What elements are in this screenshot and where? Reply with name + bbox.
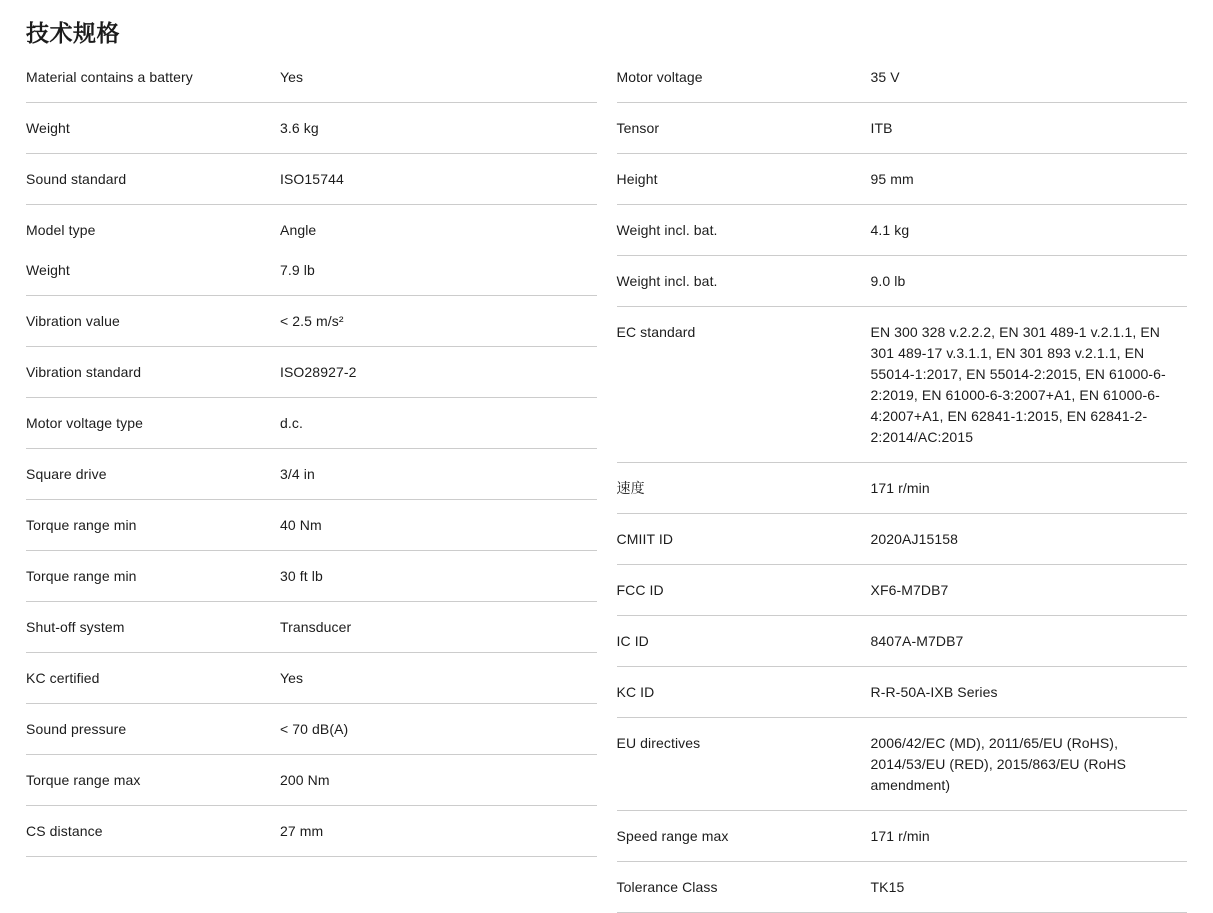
spec-group xyxy=(617,154,1188,205)
spec-value: 7.9 lb xyxy=(280,262,315,278)
spec-row xyxy=(617,220,1188,241)
spec-group xyxy=(26,296,597,347)
spec-label: Model type xyxy=(26,222,96,238)
spec-row xyxy=(617,733,1188,796)
page-title: 技术规格 xyxy=(26,20,120,46)
spec-value: 171 r/min xyxy=(870,480,930,496)
spec-row xyxy=(26,67,597,88)
spec-label: Square drive xyxy=(26,466,107,482)
spec-label: Height xyxy=(616,171,658,187)
spec-row xyxy=(26,617,597,638)
spec-value: Yes xyxy=(280,69,304,85)
spec-column-left xyxy=(26,52,597,857)
spec-row xyxy=(617,322,1188,448)
spec-group xyxy=(617,463,1188,514)
spec-value: 40 Nm xyxy=(280,517,322,533)
spec-label: CMIIT ID xyxy=(616,531,674,547)
spec-label: CS distance xyxy=(26,823,103,839)
spec-row xyxy=(617,580,1188,601)
spec-row xyxy=(26,169,597,190)
spec-value: R-R-50A-IXB Series xyxy=(870,684,998,700)
spec-group xyxy=(26,755,597,806)
spec-label: Vibration value xyxy=(26,313,120,329)
spec-group xyxy=(26,398,597,449)
spec-row xyxy=(617,631,1188,652)
spec-label: Motor voltage type xyxy=(26,415,143,431)
spec-group xyxy=(26,154,597,205)
spec-row xyxy=(617,877,1188,898)
spec-row xyxy=(26,719,597,740)
spec-label: Speed range max xyxy=(616,828,729,844)
spec-group xyxy=(26,500,597,551)
spec-value: 95 mm xyxy=(870,171,914,187)
spec-label: FCC ID xyxy=(616,582,664,598)
spec-value: Yes xyxy=(280,670,304,686)
spec-group xyxy=(617,256,1188,307)
spec-label: Torque range min xyxy=(26,568,137,584)
spec-value: 35 V xyxy=(870,69,900,85)
spec-label: Shut-off system xyxy=(26,619,125,635)
spec-group xyxy=(26,653,597,704)
spec-value: Transducer xyxy=(280,619,352,635)
spec-label: EC standard xyxy=(616,324,696,340)
spec-label: Tensor xyxy=(616,120,660,136)
spec-label: IC ID xyxy=(616,633,649,649)
spec-value: d.c. xyxy=(280,415,303,431)
spec-value: < 2.5 m/s² xyxy=(280,313,344,329)
spec-group xyxy=(26,602,597,653)
spec-row xyxy=(617,478,1188,499)
spec-label: Sound standard xyxy=(26,171,127,187)
spec-label: Tolerance Class xyxy=(616,879,718,895)
spec-label: Sound pressure xyxy=(26,721,127,737)
spec-label: Weight xyxy=(26,262,70,278)
spec-value: 27 mm xyxy=(280,823,324,839)
spec-row xyxy=(617,529,1188,550)
spec-row xyxy=(26,515,597,536)
spec-label: KC ID xyxy=(616,684,655,700)
spec-group xyxy=(617,103,1188,154)
spec-value: 8407A-M7DB7 xyxy=(870,633,964,649)
spec-label: Vibration standard xyxy=(26,364,142,380)
spec-value: 171 r/min xyxy=(870,828,930,844)
spec-value: 200 Nm xyxy=(280,772,330,788)
spec-label: 速度 xyxy=(616,480,645,496)
spec-row xyxy=(617,67,1188,88)
spec-value: 2006/42/EC (MD), 2011/65/EU (RoHS), 2014/53/EU (RED), 2015/863/EU (RoHS amendment) xyxy=(870,735,1127,793)
spec-value: ITB xyxy=(870,120,893,136)
spec-label: Weight xyxy=(26,120,70,136)
spec-row xyxy=(617,169,1188,190)
spec-label: Motor voltage xyxy=(616,69,703,85)
spec-row xyxy=(26,118,597,139)
spec-group xyxy=(26,704,597,755)
spec-row xyxy=(617,682,1188,703)
spec-group xyxy=(617,718,1188,811)
spec-value: ISO15744 xyxy=(280,171,344,187)
spec-row xyxy=(26,413,597,434)
spec-row xyxy=(26,220,597,241)
spec-group xyxy=(617,205,1188,256)
spec-group xyxy=(26,806,597,857)
spec-label: Weight incl. bat. xyxy=(616,273,718,289)
spec-row xyxy=(26,821,597,842)
spec-row xyxy=(26,260,597,281)
spec-group xyxy=(617,52,1188,103)
spec-value: ISO28927-2 xyxy=(280,364,357,380)
spec-value: 4.1 kg xyxy=(870,222,910,238)
spec-value: 9.0 lb xyxy=(870,273,906,289)
spec-value: 2020AJ15158 xyxy=(870,531,959,547)
spec-group xyxy=(617,811,1188,862)
spec-label: KC certified xyxy=(26,670,100,686)
spec-row xyxy=(26,311,597,332)
spec-value: 30 ft lb xyxy=(280,568,323,584)
spec-group xyxy=(617,616,1188,667)
spec-group xyxy=(26,449,597,500)
spec-label: Material contains a battery xyxy=(26,69,193,85)
spec-row xyxy=(26,362,597,383)
spec-group xyxy=(617,514,1188,565)
spec-label: Weight incl. bat. xyxy=(616,222,718,238)
spec-row xyxy=(26,668,597,689)
spec-group xyxy=(26,347,597,398)
spec-group xyxy=(26,52,597,103)
spec-value: EN 300 328 v.2.2.2, EN 301 489-1 v.2.1.1, EN 301 489-17 v.3.1.1, EN 301 893 v.2.1.1, EN 55014-1:2017, EN 55014-2:2015, EN 61000-6-2:2019, EN 61000-6-3:2007+A1, EN 61000-6-4:2007+A1, EN 62841-1:2015, EN 62841-2-2:2014/AC:2015 xyxy=(870,324,1166,445)
spec-row xyxy=(26,770,597,791)
spec-label: EU directives xyxy=(616,735,701,751)
spec-group xyxy=(26,551,597,602)
spec-row xyxy=(617,271,1188,292)
spec-value: < 70 dB(A) xyxy=(280,721,349,737)
spec-columns xyxy=(26,52,1187,913)
spec-value: 3.6 kg xyxy=(280,120,319,136)
spec-group xyxy=(617,862,1188,913)
spec-group xyxy=(617,307,1188,463)
spec-group xyxy=(26,103,597,154)
spec-column-right xyxy=(617,52,1188,913)
spec-group xyxy=(617,565,1188,616)
spec-value: XF6-M7DB7 xyxy=(870,582,949,598)
spec-row xyxy=(617,826,1188,847)
spec-row xyxy=(26,566,597,587)
spec-value: 3/4 in xyxy=(280,466,315,482)
spec-label: Torque range max xyxy=(26,772,141,788)
spec-label: Torque range min xyxy=(26,517,137,533)
spec-row xyxy=(617,118,1188,139)
spec-group xyxy=(26,205,597,296)
spec-group xyxy=(617,667,1188,718)
spec-row xyxy=(26,464,597,485)
spec-value: TK15 xyxy=(870,879,905,895)
spec-value: Angle xyxy=(280,222,317,238)
